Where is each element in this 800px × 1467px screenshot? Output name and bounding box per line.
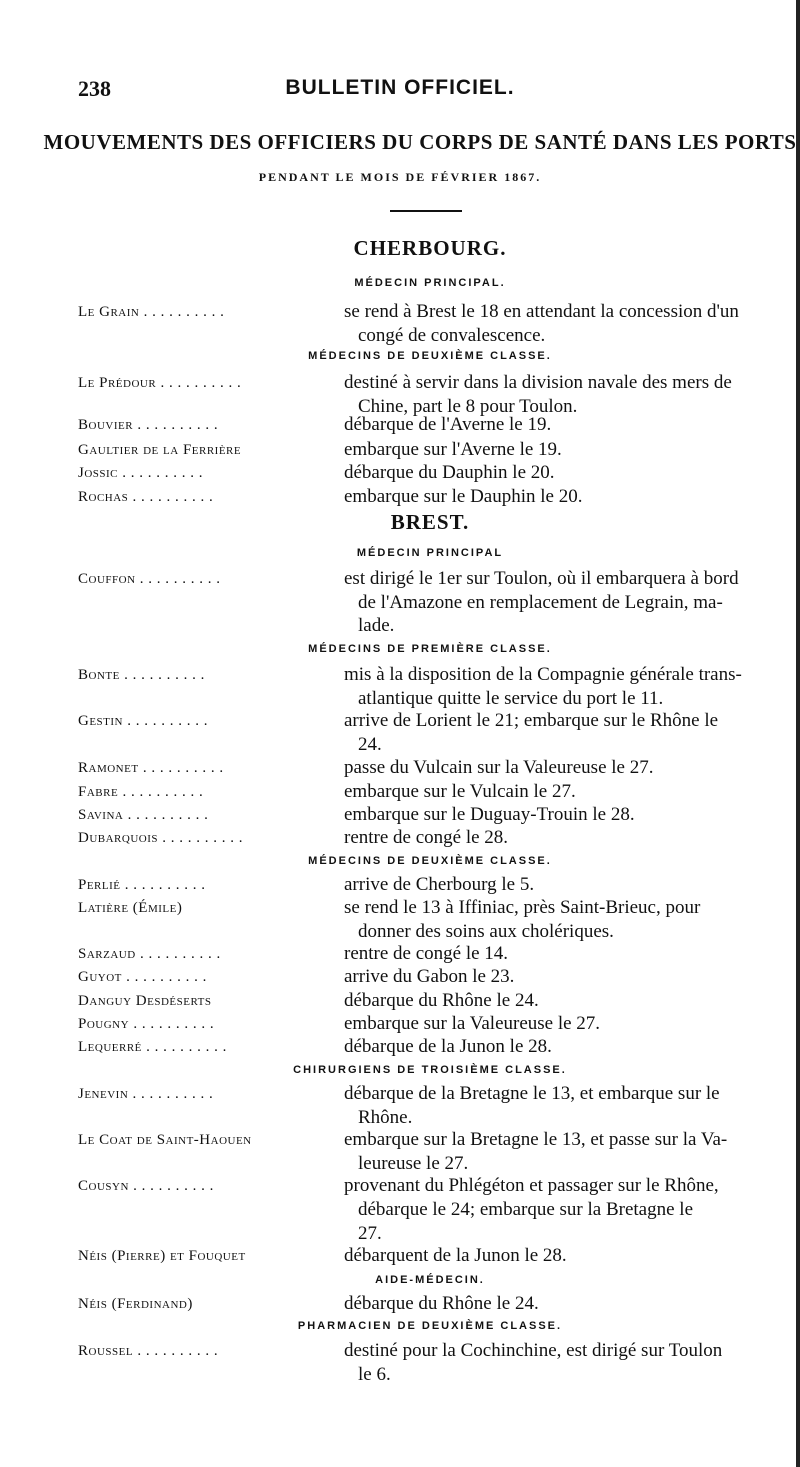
officer-name: Danguy Desdéserts xyxy=(78,993,212,1009)
entry-text: embarque sur le Duguay-Trouin le 28. xyxy=(344,804,635,825)
officer-name: Gestin . . . xyxy=(78,713,208,730)
officer-name: Bouvier . . . xyxy=(78,417,218,434)
entry-text: provenant du Phlégéton et passager sur le Rhône, xyxy=(344,1175,719,1196)
entry-text: congé de convalescence. xyxy=(358,325,546,346)
officer-name: Guyot . . . xyxy=(78,969,207,986)
officer-name: Le Coat de Saint-Haouen xyxy=(78,1132,252,1148)
section-heading: MÉDECINS DE DEUXIÈME CLASSE. xyxy=(308,350,552,362)
entry-text: débarque de la Junon le 28. xyxy=(344,1036,552,1057)
section-heading: MÉDECINS DE PREMIÈRE CLASSE. xyxy=(308,643,552,655)
officer-name: Savina . . . xyxy=(78,807,208,824)
page-number: 238 xyxy=(78,76,111,101)
section-heading: PHARMACIEN DE DEUXIÈME CLASSE. xyxy=(297,1320,563,1332)
entry-text: embarque sur la Valeureuse le 27. xyxy=(344,1013,601,1034)
officer-name: Sarzaud . . . xyxy=(78,946,221,963)
entry-text: destiné à servir dans la division navale des mers de xyxy=(344,372,732,393)
entry-text: donner des soins aux cholériques. xyxy=(358,921,614,942)
officer-name: Jossic . . . xyxy=(78,465,203,482)
entry-text: débarque le 24; embarque sur la Bretagne le xyxy=(358,1199,693,1220)
entry-text: arrive de Lorient le 21; embarque sur le Rhône le xyxy=(344,710,719,731)
entry-text: atlantique quitte le service du port le 11. xyxy=(358,688,664,709)
officer-name: Le Prédour . . . xyxy=(78,375,241,392)
running-title: BULLETIN OFFICIEL. xyxy=(285,76,515,99)
entry-text: débarque de la Bretagne le 13, et embarque sur le xyxy=(344,1083,720,1104)
entry-text: mis à la disposition de la Compagnie générale trans- xyxy=(344,664,742,685)
officer-name: Latière (Émile) xyxy=(78,900,183,916)
officer-name: Néis (Ferdinand) xyxy=(78,1296,193,1312)
entry-text: embarque sur l'Averne le 19. xyxy=(344,439,562,460)
entry-text: 24. xyxy=(358,734,382,755)
section-heading: MÉDECIN PRINCIPAL. xyxy=(354,277,506,289)
officer-name: Lequerré . . . xyxy=(78,1039,227,1056)
entry-text: se rend à Brest le 18 en attendant la concession d'un xyxy=(344,301,739,322)
officer-name: Pougny . . . xyxy=(78,1016,214,1033)
officer-name: Ramonet . . . xyxy=(78,760,224,777)
entry-text: Chine, part le 8 pour Toulon. xyxy=(358,396,578,417)
entry-text: embarque sur la Bretagne le 13, et passe sur la Va- xyxy=(344,1129,728,1150)
section-heading: MÉDECINS DE DEUXIÈME CLASSE. xyxy=(308,855,552,867)
entry-text: débarque du Rhône le 24. xyxy=(344,990,539,1011)
entry-text: arrive de Cherbourg le 5. xyxy=(344,874,535,895)
entry-text: se rend le 13 à Iffiniac, près Saint-Brieuc, pour xyxy=(344,897,701,918)
port-heading-brest: BREST. xyxy=(390,510,470,534)
section-heading: MÉDECIN PRINCIPAL xyxy=(356,547,504,559)
officer-name: Rochas . . . xyxy=(78,489,213,506)
officer-name: Néis (Pierre) et Fouquet xyxy=(78,1248,246,1264)
officer-name: Cousyn . . . xyxy=(78,1178,214,1195)
port-heading-cherbourg: CHERBOURG. xyxy=(353,236,507,260)
document-title: MOUVEMENTS DES OFFICIERS DU CORPS DE SANTÉ DANS LES PORTS xyxy=(43,130,797,154)
entry-text: leureuse le 27. xyxy=(358,1153,469,1174)
officer-name: Couffon . . . xyxy=(78,571,221,588)
entry-text: le 6. xyxy=(358,1364,391,1385)
entry-text: 27. xyxy=(358,1223,382,1244)
entry-text: Rhône. xyxy=(358,1107,413,1128)
entry-text: rentre de congé le 14. xyxy=(344,943,509,964)
entry-text: embarque sur le Dauphin le 20. xyxy=(344,486,583,507)
entry-text: de l'Amazone en remplacement de Legrain, ma- xyxy=(358,592,723,613)
entry-text: est dirigé le 1er sur Toulon, où il embarquera à bord xyxy=(344,568,739,589)
entry-text: arrive du Gabon le 23. xyxy=(344,966,515,987)
officer-name: Le Grain . . . xyxy=(78,304,224,321)
scan-edge xyxy=(796,0,800,1467)
officer-name: Perlié . . . xyxy=(78,877,206,894)
officer-name: Jenevin . . . xyxy=(78,1086,213,1103)
title-rule xyxy=(390,210,462,212)
document-subtitle: PENDANT LE MOIS DE FÉVRIER 1867. xyxy=(258,170,542,184)
entry-text: débarque du Dauphin le 20. xyxy=(344,462,555,483)
section-heading: AIDE-MÉDECIN. xyxy=(375,1274,485,1286)
entry-text: lade. xyxy=(358,615,395,636)
officer-name: Roussel . . . xyxy=(78,1343,218,1360)
entry-text: embarque sur le Vulcain le 27. xyxy=(344,781,576,802)
entry-text: débarquent de la Junon le 28. xyxy=(344,1245,567,1266)
officer-name: Dubarquois . . . xyxy=(78,830,243,847)
entry-text: passe du Vulcain sur la Valeureuse le 27. xyxy=(344,757,654,778)
officer-name: Fabre . . . xyxy=(78,784,203,801)
entry-text: débarque de l'Averne le 19. xyxy=(344,414,552,435)
officer-name: Bonte . . . xyxy=(78,667,205,684)
officer-name: Gaultier de la Ferrière xyxy=(78,442,242,458)
entry-text: rentre de congé le 28. xyxy=(344,827,509,848)
section-heading: CHIRURGIENS DE TROISIÈME CLASSE. xyxy=(293,1064,567,1076)
entry-text: destiné pour la Cochinchine, est dirigé sur Toulon xyxy=(344,1340,723,1361)
entry-text: débarque du Rhône le 24. xyxy=(344,1293,539,1314)
